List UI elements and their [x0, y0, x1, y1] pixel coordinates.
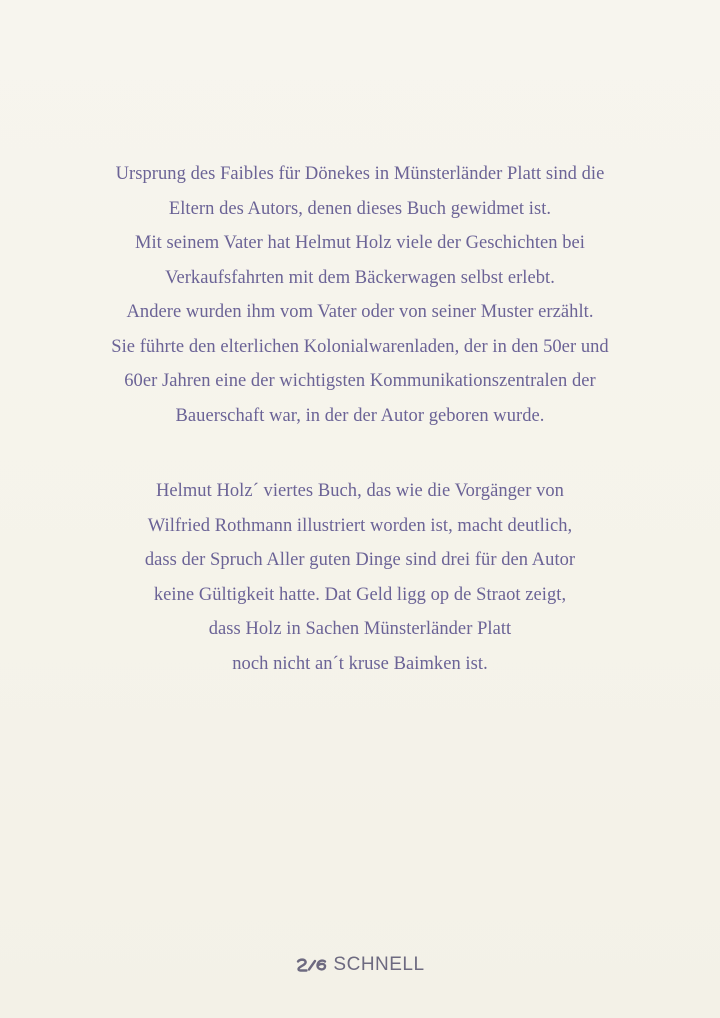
text-line: noch nicht an´t kruse Baimken ist.: [232, 653, 488, 674]
schnell-logo-icon: [295, 956, 329, 974]
text-line: Eltern des Autors, denen dieses Buch gewidmet ist.: [168, 198, 552, 219]
text-line: 60er Jahren eine der wichtigsten Kommunikationszentralen der: [124, 371, 596, 391]
text-line: keine Gültigkeit hatte. Dat Geld ligg op de Straot zeigt,: [153, 584, 567, 605]
text-line: dass Holz in Sachen Münsterländer Platt: [208, 619, 512, 639]
publisher-imprint: [0, 950, 720, 980]
text-line: Wilfried Rothmann illustriert worden ist, macht deutlich,: [147, 515, 573, 536]
text-line: Ursprung des Faibles für Dönekes in Münsterländer Platt sind die: [115, 164, 605, 184]
text-line: Verkaufsfahrten mit dem Bäckerwagen selbst erlebt.: [165, 267, 555, 288]
text-line: Andere wurden ihm vom Vater oder von seiner Muster erzählt.: [126, 302, 594, 322]
text-line: Helmut Holz´ viertes Buch, das wie die Vorgänger von: [156, 481, 564, 501]
text-line: Sie führte den elterlichen Kolonialwarenladen, der in den 50er und: [111, 336, 609, 357]
blurb-paragraph-origin: [40, 157, 680, 433]
text-line: dass der Spruch Aller guten Dinge sind drei für den Autor: [144, 550, 576, 570]
text-line: Bauerschaft war, in der der Autor geboren wurde.: [175, 405, 545, 426]
blurb-paragraph-book: [40, 474, 680, 681]
text-line: Mit seinem Vater hat Helmut Holz viele der Geschichten bei: [134, 233, 586, 253]
publisher-name: SCHNELL: [333, 954, 425, 975]
